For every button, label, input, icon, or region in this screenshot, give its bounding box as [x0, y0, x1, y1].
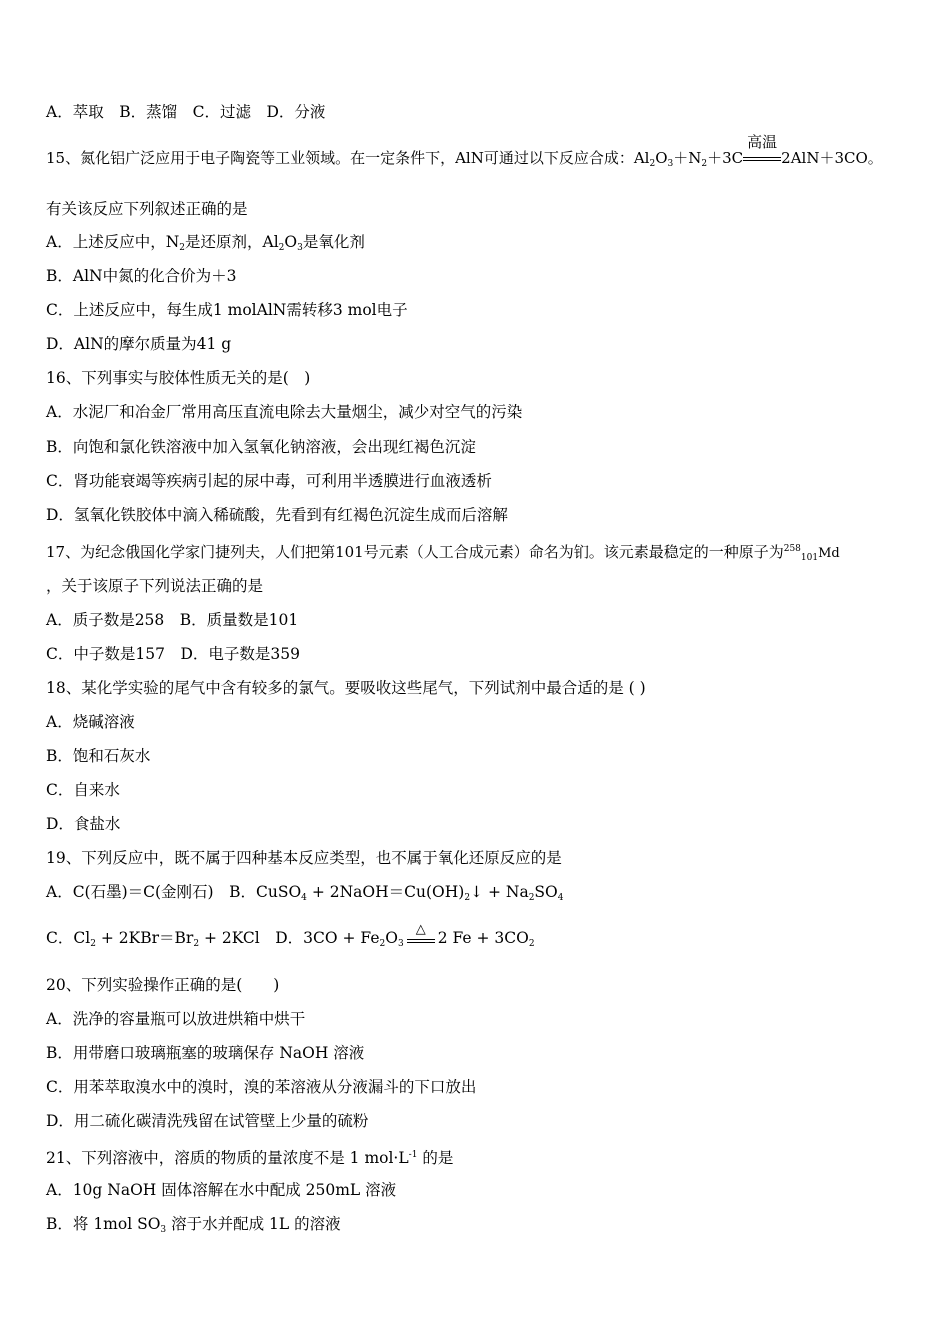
- q21-option-a: A．10g NaOH 固体溶解在水中配成 250mL 溶液: [46, 1181, 397, 1199]
- q19-options-cd: C．$Cl_2 + 2KBr=Br_2 + 2KCl$ D．$3CO + Fe_2O_3$ △ 2 $Fe + 3CO_2$: [46, 928, 535, 954]
- q20-option-b: B．用带磨口玻璃瓶塞的玻璃保存 NaOH 溶液: [46, 1044, 365, 1062]
- q16-option-b: B．向饱和氯化铁溶液中加入氢氧化钠溶液，会出现红褐色沉淀: [46, 438, 476, 456]
- q16-option-d: D．氢氧化铁胶体中滴入稀硫酸，先看到有红褐色沉淀生成而后溶解: [46, 506, 508, 524]
- q16-option-a: A．水泥厂和冶金厂常用高压直流电除去大量烟尘，减少对空气的污染: [46, 403, 523, 421]
- isotope-atomic-number: 101: [800, 553, 819, 563]
- q15-stem: 15、氮化铝广泛应用于电子陶瓷等工业领域。在一定条件下，AlN可通过以下反应合成：$Al_2O_3+N_2+3C$ 高温 2AlN＋3CO。: [46, 148, 883, 174]
- q16-option-c: C．肾功能衰竭等疾病引起的尿中毒，可利用半透膜进行血液透析: [46, 472, 492, 490]
- q18-option-b: B．饱和石灰水: [46, 747, 151, 765]
- q19-options-ab: A．C(石墨)＝C(金刚石) B．CuSO$_4$ + $2NaOH=Cu(OH)_2↓ + Na_2SO_4$: [46, 883, 564, 903]
- q20-option-a: A．洗净的容量瓶可以放进烘箱中烘干: [46, 1010, 306, 1028]
- isotope-mass-number: 258: [783, 544, 801, 554]
- q15-option-b: B．AlN中氮的化合价为＋3: [46, 267, 237, 285]
- q20-option-d: D．用二硫化碳清洗残留在试管壁上少量的硫粉: [46, 1112, 369, 1130]
- q15-stem-2: 有关该反应下列叙述正确的是: [46, 200, 248, 218]
- q17-stem-2: ，关于该原子下列说法正确的是: [46, 577, 264, 595]
- reaction-condition-arrow: 高温: [743, 154, 781, 174]
- q19-stem: 19、下列反应中，既不属于四种基本反应类型，也不属于氧化还原反应的是: [46, 849, 562, 867]
- q17-options-cd: C．中子数是157 D．电子数是359: [46, 645, 300, 663]
- q16-stem: 16、下列事实与胶体性质无关的是( ): [46, 369, 311, 387]
- q20-option-c: C．用苯萃取溴水中的溴时，溴的苯溶液从分液漏斗的下口放出: [46, 1078, 477, 1096]
- q18-option-a: A．烧碱溶液: [46, 713, 135, 731]
- q17-options-ab: A．质子数是258 B．质量数是101: [46, 611, 299, 629]
- heat-condition-arrow: △: [407, 934, 435, 954]
- q15-option-c: C．上述反应中，每生成1 molAlN需转移3 mol电子: [46, 301, 408, 319]
- q21-stem: 21、下列溶液中，溶质的物质的量浓度不是 1 $mol\cdot L^{-1}$ 的是: [46, 1149, 454, 1167]
- q17-stem: 17、为纪念俄国化学家门捷列夫，人们把第101号元素（人工合成元素）命名为钔。该元素最稳定的一种原子为$^{258}_{101}$Md: [46, 543, 840, 563]
- q15-option-d: D．AlN的摩尔质量为41 g: [46, 335, 232, 353]
- q18-stem: 18、某化学实验的尾气中含有较多的氯气。要吸收这些尾气，下列试剂中最合适的是 ( ): [46, 679, 646, 697]
- q15-option-a: A．上述反应中，$N_2$是还原剂，$Al_2O_3$是氧化剂: [46, 233, 365, 253]
- q18-option-d: D．食盐水: [46, 815, 121, 833]
- q21-option-b: B．将 1mol $SO_3$ 溶于水并配成 1L 的溶液: [46, 1215, 341, 1235]
- q14-options: A．萃取 B．蒸馏 C．过滤 D．分液: [46, 103, 326, 121]
- q20-stem: 20、下列实验操作正确的是( ): [46, 976, 280, 994]
- q18-option-c: C．自来水: [46, 781, 120, 799]
